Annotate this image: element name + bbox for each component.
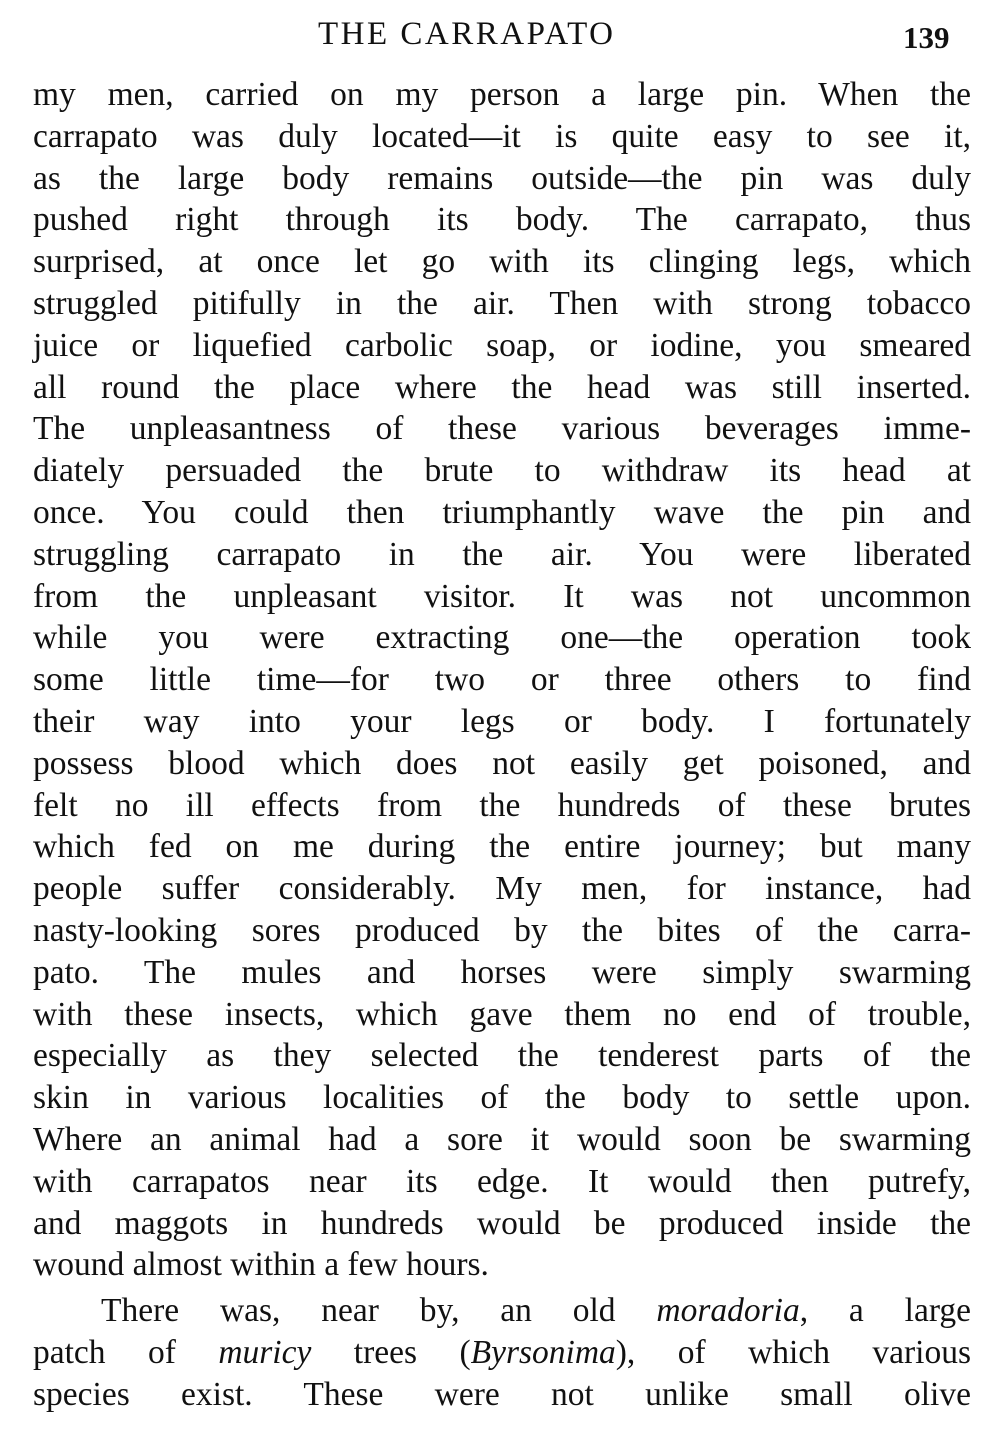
paragraph-line: which fed on me during the entire journey; but many <box>33 828 971 866</box>
paragraph-line: people suffer considerably. My men, for instance, had <box>33 870 971 908</box>
running-head <box>0 10 1000 60</box>
paragraph-line: patch of muricy trees (Byrsonima), of which various <box>33 1334 971 1371</box>
paragraph-line: pato. The mules and horses were simply swarming <box>33 953 971 991</box>
paragraph-line: with carrapatos near its edge. It would then putrefy, <box>33 1162 971 1200</box>
paragraph-line: from the unpleasant visitor. It was not uncommon <box>33 577 971 615</box>
paragraph-line: carrapato was duly located—it is quite easy to see it, <box>33 117 971 155</box>
paragraph-line: once. You could then triumphantly wave the pin and <box>33 494 971 531</box>
paragraph-line: their way into your legs or body. I fortunately <box>33 703 971 740</box>
paragraph-line: my men, carried on my person a large pin. When the <box>33 76 971 113</box>
page-number: 139 <box>903 20 950 55</box>
paragraph-line: Where an animal had a sore it would soon be swarming <box>33 1121 971 1158</box>
paragraph-line: The unpleasantness of these various beverages imme- <box>33 410 971 448</box>
italic-term: muricy <box>218 1334 312 1371</box>
paragraph-line: struggled pitifully in the air. Then with strong tobacco <box>33 285 971 322</box>
paragraph-line: juice or liquefied carbolic soap, or iodine, you smeared <box>33 326 971 364</box>
paragraph-line: some little time—for two or three others to find <box>33 661 971 699</box>
paragraph-line: species exist. These were not unlike small olive <box>33 1375 971 1413</box>
paragraph-line: felt no ill effects from the hundreds of these brutes <box>33 786 971 824</box>
italic-term: Byrsonima <box>470 1334 616 1371</box>
paragraph-line: possess blood which does not easily get poisoned, and <box>33 744 971 782</box>
paragraph-line: pushed right through its body. The carrapato, thus <box>33 201 971 239</box>
paragraph-line: all round the place where the head was still inserted. <box>33 368 971 406</box>
italic-term: moradoria <box>656 1292 800 1330</box>
paragraph-line: nasty-looking sores produced by the bites of the carra- <box>33 912 971 949</box>
paragraph-line: and maggots in hundreds would be produced inside the <box>33 1204 971 1242</box>
paragraph-line: skin in various localities of the body to settle upon. <box>33 1079 971 1117</box>
paragraph-line: surprised, at once let go with its clinging legs, which <box>33 243 971 281</box>
paragraph-line: especially as they selected the tenderest parts of the <box>33 1037 971 1075</box>
paragraph-line: while you were extracting one—the operation took <box>33 619 971 657</box>
paragraph-line: with these insects, which gave them no end of trouble, <box>33 995 971 1033</box>
paragraph-line: struggling carrapato in the air. You were liberated <box>33 535 971 573</box>
running-title: THE CARRAPATO <box>318 16 616 52</box>
paragraph-line: diately persuaded the brute to withdraw its head at <box>33 452 971 490</box>
paragraph-line: wound almost within a few hours. <box>33 1246 489 1284</box>
paragraph-line: as the large body remains outside—the pin was duly <box>33 159 971 197</box>
paragraph-line: There was, near by, an old moradoria, a large <box>101 1292 971 1330</box>
